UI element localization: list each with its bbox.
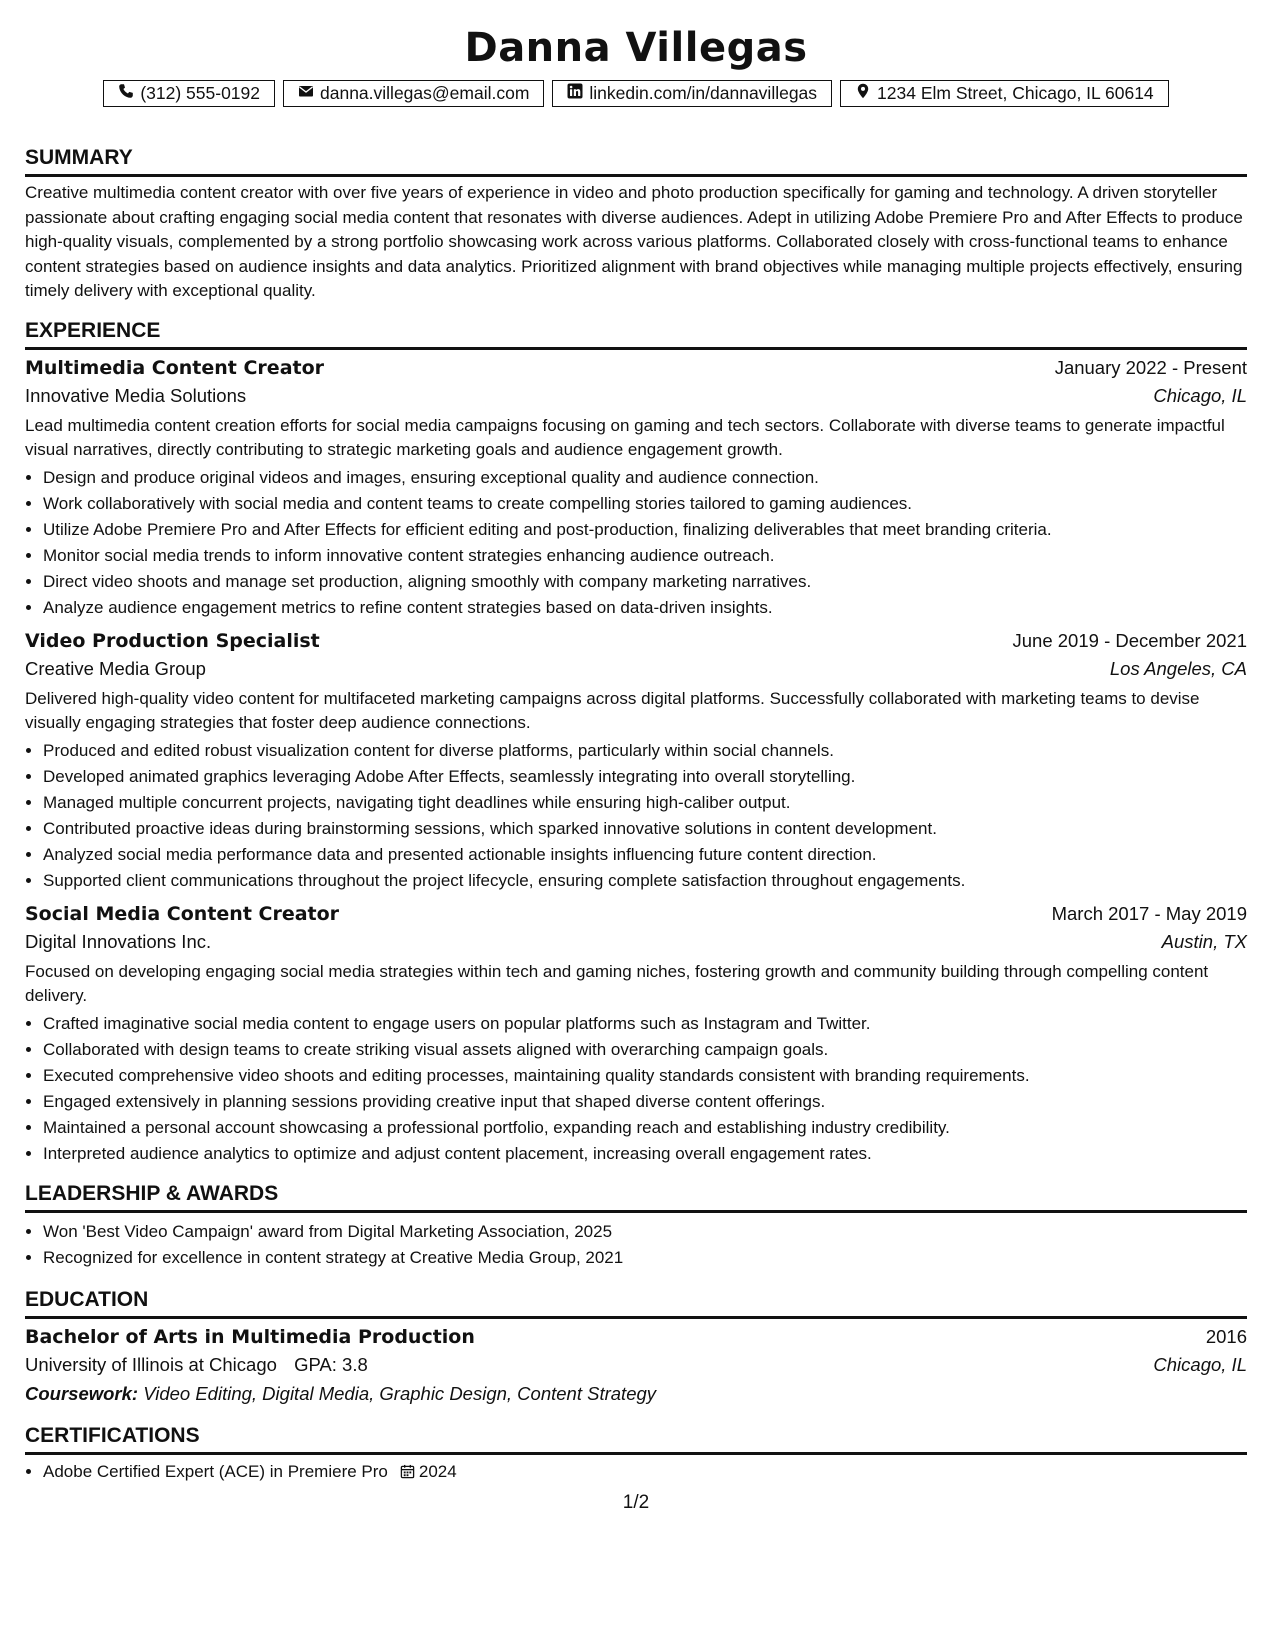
list-item: • Analyze audience engagement metrics to refine content strategies based on data-driven insights. [43, 595, 1247, 621]
list-item: • Analyzed social media performance data and presented actionable insights influencing future content direction. [43, 842, 1247, 868]
job-location: Austin, TX [1161, 930, 1247, 952]
coursework [25, 1379, 1247, 1409]
awards-list [25, 1219, 1247, 1271]
list-item: • Supported client communications throughout the project lifecycle, ensuring complete satisfaction throughout engagements. [43, 868, 1247, 894]
job-company: Innovative Media Solutions [25, 384, 247, 406]
graduation-year: 2016 [1205, 1325, 1247, 1347]
list-item: • Design and produce original videos and images, ensuring exceptional quality and audience connection. [43, 465, 1247, 491]
summary-section [25, 145, 1247, 304]
list-item: • Produced and edited robust visualization content for diverse platforms, particularly within social channels. [43, 738, 1247, 764]
list-item: • Executed comprehensive video shoots and editing processes, maintaining quality standards consistent with branding requirements. [43, 1063, 1247, 1089]
experience-heading: EXPERIENCE [25, 318, 1247, 350]
contact-bar [25, 80, 1247, 107]
gpa: GPA: 3.8 [294, 1353, 368, 1375]
list-item [43, 1459, 1247, 1487]
linkedin-icon [567, 83, 583, 104]
leadership-heading: LEADERSHIP & AWARDS [25, 1181, 1247, 1213]
education-heading: EDUCATION [25, 1287, 1247, 1319]
job-dates: June 2019 - December 2021 [1012, 629, 1247, 651]
job-title: Video Production Specialist [25, 629, 320, 652]
job-location: Los Angeles, CA [1109, 657, 1247, 679]
job-entry [25, 354, 1247, 621]
contact-phone[interactable] [103, 80, 275, 107]
job-dates: March 2017 - May 2019 [1051, 902, 1247, 924]
job-description: Lead multimedia content creation efforts for social media campaigns focusing on gaming and tech sectors. Collaborate with diverse teams to generate impactful visual narratives, directly contributing to strategic marketing goals and audience engagement growth. [25, 415, 1225, 459]
list-item: • Contributed proactive ideas during brainstorming sessions, which sparked innovative solutions in content development. [43, 816, 1247, 842]
job-title: Multimedia Content Creator [25, 356, 325, 379]
job-bullets [25, 465, 1247, 621]
education-section [25, 1287, 1247, 1409]
certification-year: 2024 [418, 1461, 457, 1481]
school-name: University of Illinois at Chicago [25, 1353, 277, 1375]
contact-email[interactable] [283, 80, 544, 107]
envelope-icon [298, 83, 314, 104]
list-item: • Engaged extensively in planning sessions providing creative input that shaped diverse content offerings. [43, 1089, 1247, 1115]
job-entry [25, 900, 1247, 1167]
job-company: Digital Innovations Inc. [25, 930, 212, 952]
job-description: Delivered high-quality video content for multifaceted marketing campaigns across digital platforms. Successfully collaborated with marketing teams to devise visually engaging strategies that foster deep audience connections. [25, 688, 1200, 732]
school-location: Chicago, IL [1153, 1353, 1247, 1375]
job-description: Focused on developing engaging social media strategies within tech and gaming niches, fostering growth and community building through compelling content delivery. [25, 961, 1209, 1005]
certification-name: Adobe Certified Expert (ACE) in Premiere Pro [43, 1461, 388, 1481]
contact-email-text: danna.villegas@email.com [320, 83, 530, 103]
candidate-name: Danna Villegas [464, 25, 808, 71]
list-item: • Developed animated graphics leveraging Adobe After Effects, seamlessly integrating into overall storytelling. [43, 764, 1247, 790]
job-title: Social Media Content Creator [25, 902, 340, 925]
list-item: • Interpreted audience analytics to optimize and adjust content placement, increasing overall engagement rates. [43, 1141, 1247, 1167]
list-item: • Monitor social media trends to inform innovative content strategies enhancing audience outreach. [43, 543, 1247, 569]
coursework-label: Coursework: [25, 1382, 139, 1404]
list-item: • Maintained a personal account showcasing a professional portfolio, expanding reach and establishing industry credibility. [43, 1115, 1247, 1141]
list-item: • Utilize Adobe Premiere Pro and After Effects for efficient editing and post-production, finalizing deliverables that meet branding criteria. [43, 517, 1247, 543]
list-item: • Crafted imaginative social media content to engage users on popular platforms such as Instagram and Twitter. [43, 1011, 1247, 1037]
contact-linkedin[interactable] [552, 80, 832, 107]
job-entry [25, 627, 1247, 894]
job-location: Chicago, IL [1153, 384, 1247, 406]
coursework-list: Video Editing, Digital Media, Graphic Design, Content Strategy [143, 1382, 657, 1404]
list-item: • Direct video shoots and manage set production, aligning smoothly with company marketing narratives. [43, 569, 1247, 595]
list-item: • Work collaboratively with social media and content teams to create compelling stories tailored to gaming audiences. [43, 491, 1247, 517]
list-item: • Managed multiple concurrent projects, navigating tight deadlines while ensuring high-caliber output. [43, 790, 1247, 816]
page-number: 1/2 [622, 1492, 650, 1513]
degree-title: Bachelor of Arts in Multimedia Production [25, 1325, 475, 1348]
contact-phone-text: (312) 555-0192 [140, 83, 260, 103]
contact-address[interactable] [840, 80, 1169, 107]
list-item: • Collaborated with design teams to create striking visual assets aligned with overarching campaign goals. [43, 1037, 1247, 1063]
list-item: • Won 'Best Video Campaign' award from Digital Marketing Association, 2025 [43, 1219, 1247, 1245]
phone-icon [118, 83, 134, 104]
job-company: Creative Media Group [25, 657, 206, 679]
job-bullets [25, 1011, 1247, 1167]
job-dates: January 2022 - Present [1054, 356, 1247, 378]
list-item: • Recognized for excellence in content strategy at Creative Media Group, 2021 [43, 1245, 1247, 1271]
map-pin-icon [855, 83, 871, 104]
summary-heading: SUMMARY [25, 145, 1247, 177]
resume-page [25, 0, 1247, 1650]
certifications-list [25, 1459, 1247, 1487]
contact-linkedin-text: linkedin.com/in/dannavillegas [589, 83, 818, 103]
leadership-section [25, 1181, 1247, 1271]
contact-address-text: 1234 Elm Street, Chicago, IL 60614 [877, 83, 1154, 103]
experience-section [25, 318, 1247, 1167]
certifications-section [25, 1423, 1247, 1487]
certifications-heading: CERTIFICATIONS [25, 1423, 1247, 1455]
calendar-icon [400, 1461, 415, 1487]
summary-text: Creative multimedia content creator with over five years of experience in video and photo production specifically for gaming and technology. A driven storyteller passionate about crafting engaging social media content that resonates with diverse audiences. Adept in utilizing Adobe Premiere Pro and After Effects to produce high-quality visuals, complemented by a strong portfolio showcasing work across various platforms. Collaborated closely with cross-functional teams to enhance content strategies based on audience insights and data analytics. Prioritized alignment with brand objectives while managing multiple projects effectively, ensuring timely delivery with exceptional quality. [25, 183, 1243, 300]
job-bullets [25, 738, 1247, 894]
